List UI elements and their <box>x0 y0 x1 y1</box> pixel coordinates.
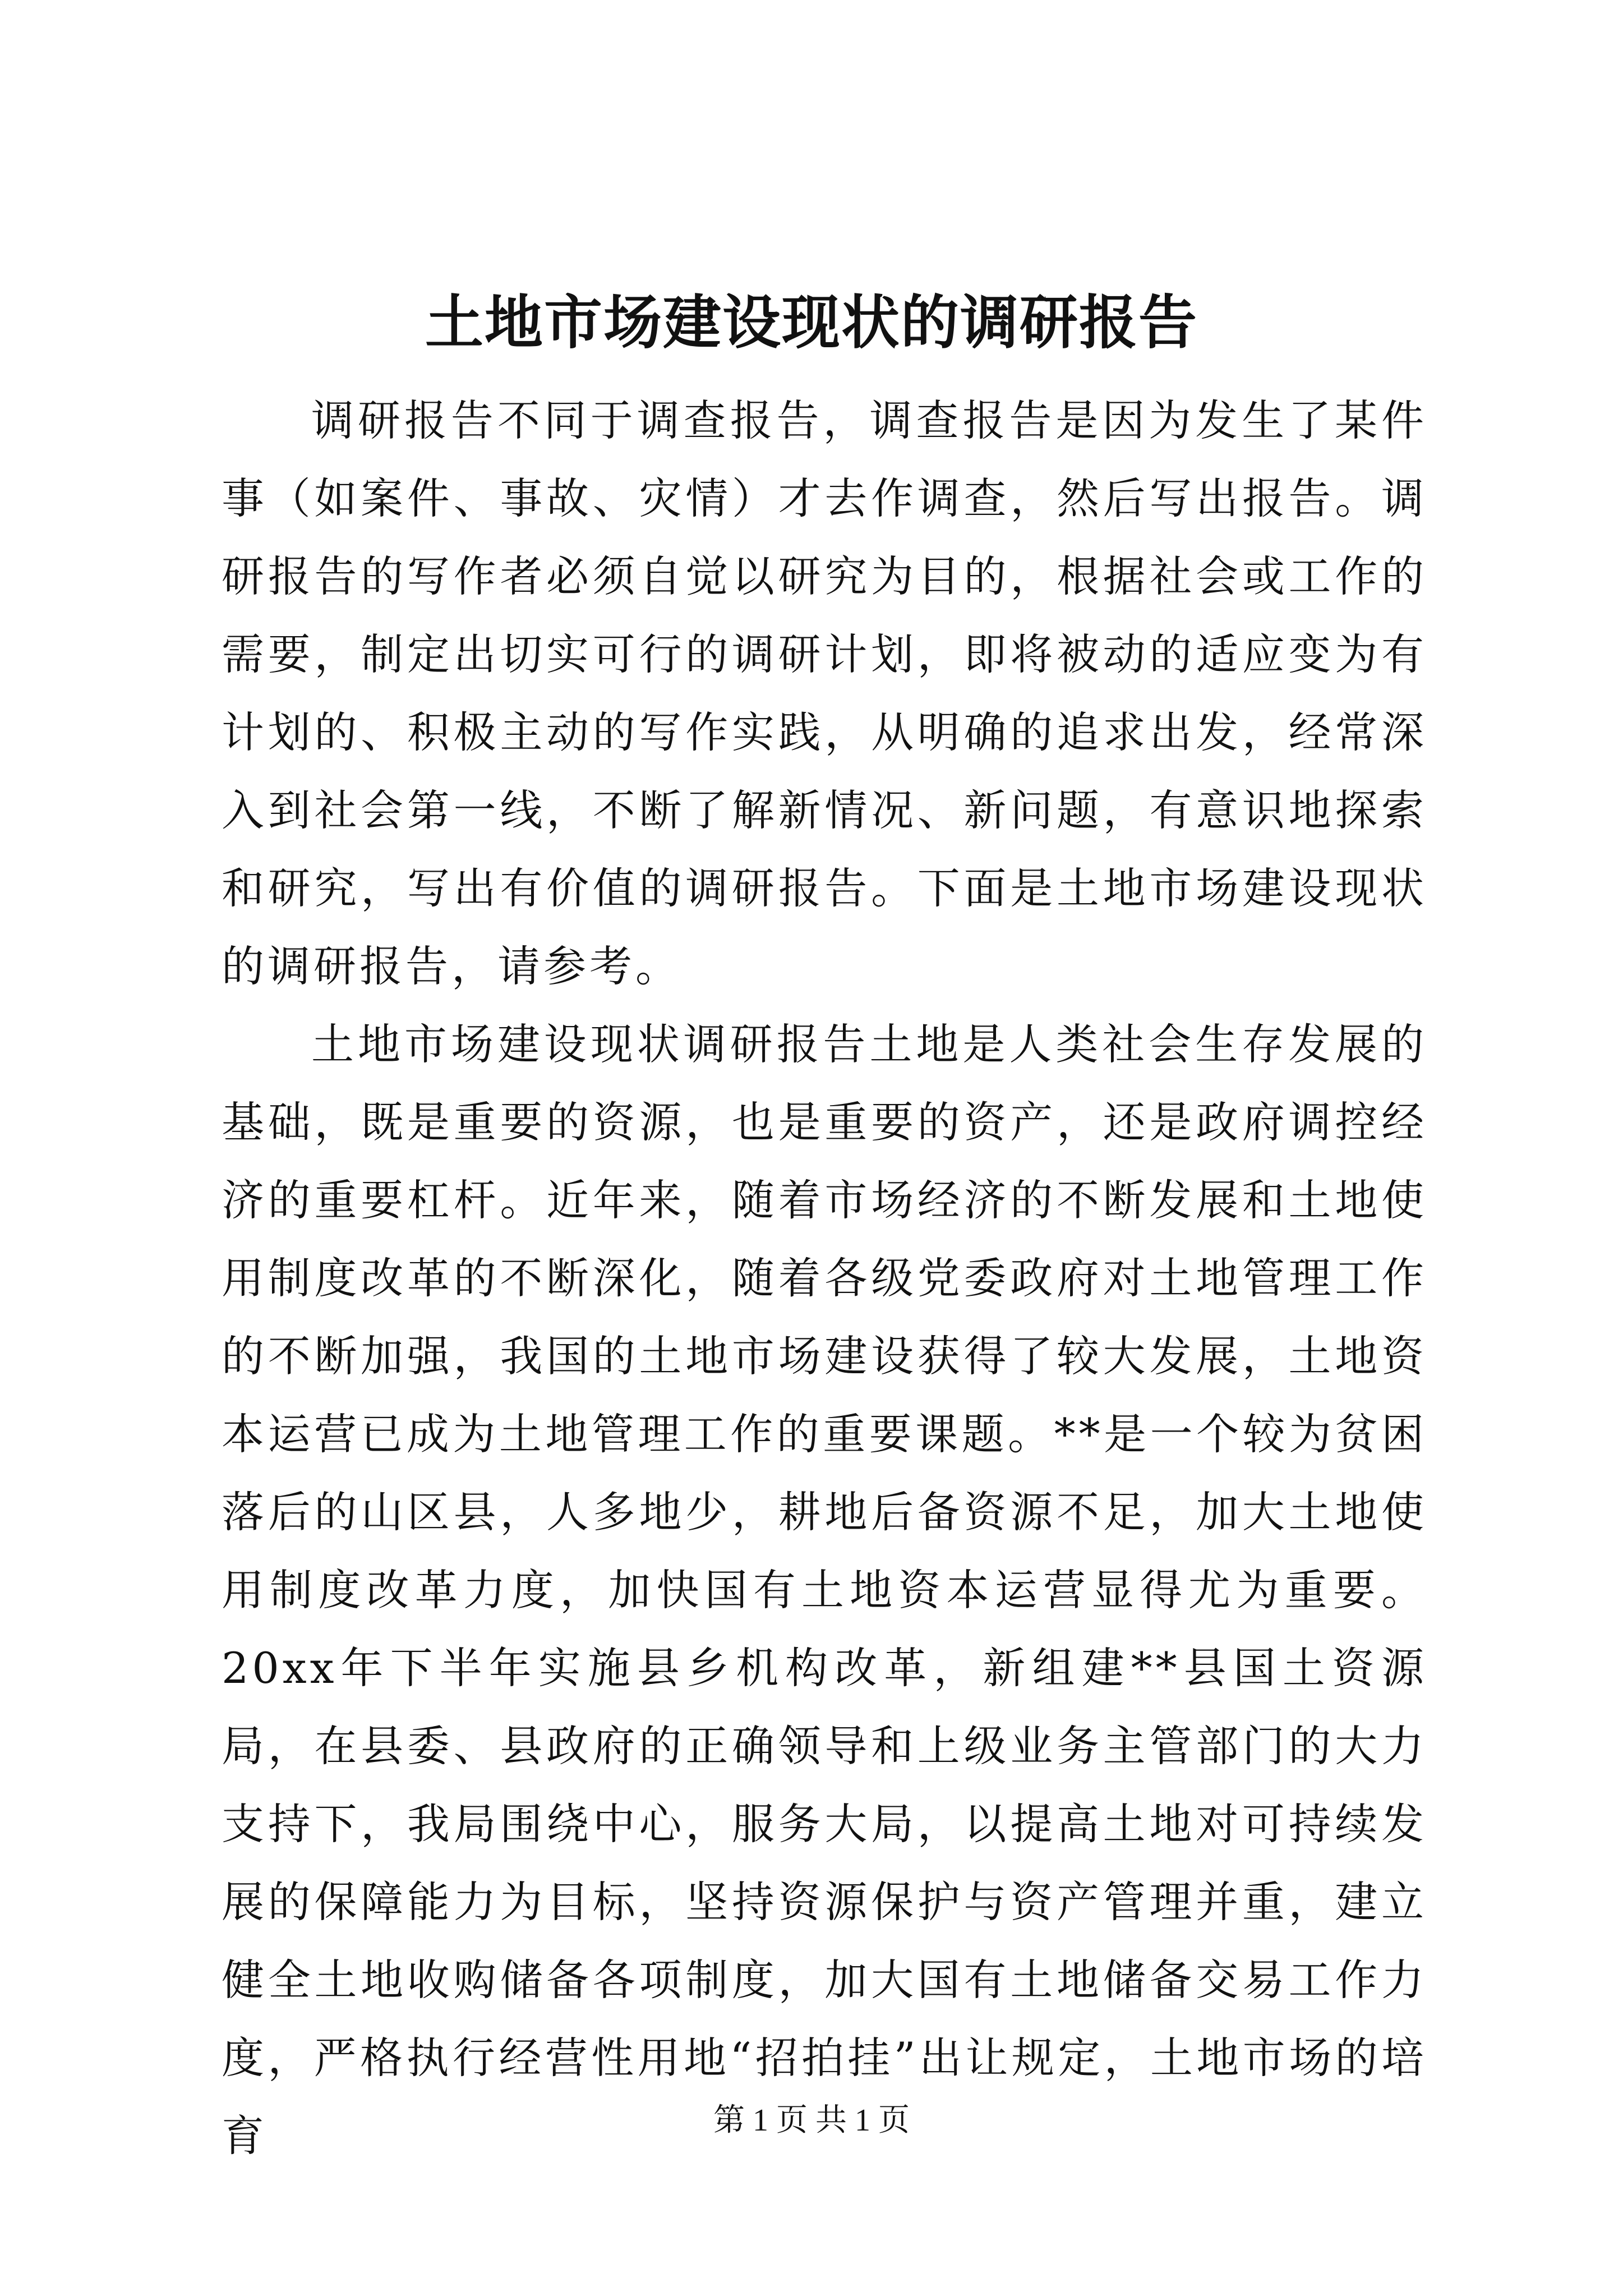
paragraph-main: 土地市场建设现状调研报告土地是人类社会生存发展的基础，既是重要的资源，也是重要的资产，还是政府调控经济的重要杠杆。近年来，随着市场经济的不断发展和土地使用制度改革的不断深化，随着各级党委政府对土地管理工作的不断加强，我国的土地市场建设获得了较大发展，土地资本运营已成为土地管理工作的重要课题。**是一个较为贫困落后的山区县，人多地少，耕地后备资源不足，加大土地使用制度改革力度，加快国有土地资本运营显得尤为重要。20xx年下半年实施县乡机构改革，新组建**县国土资源局，在县委、县政府的正确领导和上级业务主管部门的大力支持下，我局围绕中心，服务大局，以提高土地对可持续发展的保障能力为目标，坚持资源保护与资产管理并重，建立健全土地收购储备各项制度，加大国有土地储备交易工作力度，严格执行经营性用地“招拍挂”出让规定，土地市场的培育 <box>222 1019 1427 2161</box>
document-body <box>222 381 1427 2175</box>
document-title: 土地市场建设现状的调研报告 <box>425 288 1198 357</box>
paragraph-intro: 调研报告不同于调查报告，调查报告是因为发生了某件事（如案件、事故、灾情）才去作调查，然后写出报告。调研报告的写作者必须自觉以研究为目的，根据社会或工作的需要，制定出切实可行的调研计划，即将被动的适应变为有计划的、积极主动的写作实践，从明确的追求出发，经常深入到社会第一线，不断了解新情况、新问题，有意识地探索和研究，写出有价值的调研报告。下面是土地市场建设现状的调研报告，请参考。 <box>222 395 1427 991</box>
page-number-footer: 第 1 页 共 1 页 <box>713 2103 910 2138</box>
